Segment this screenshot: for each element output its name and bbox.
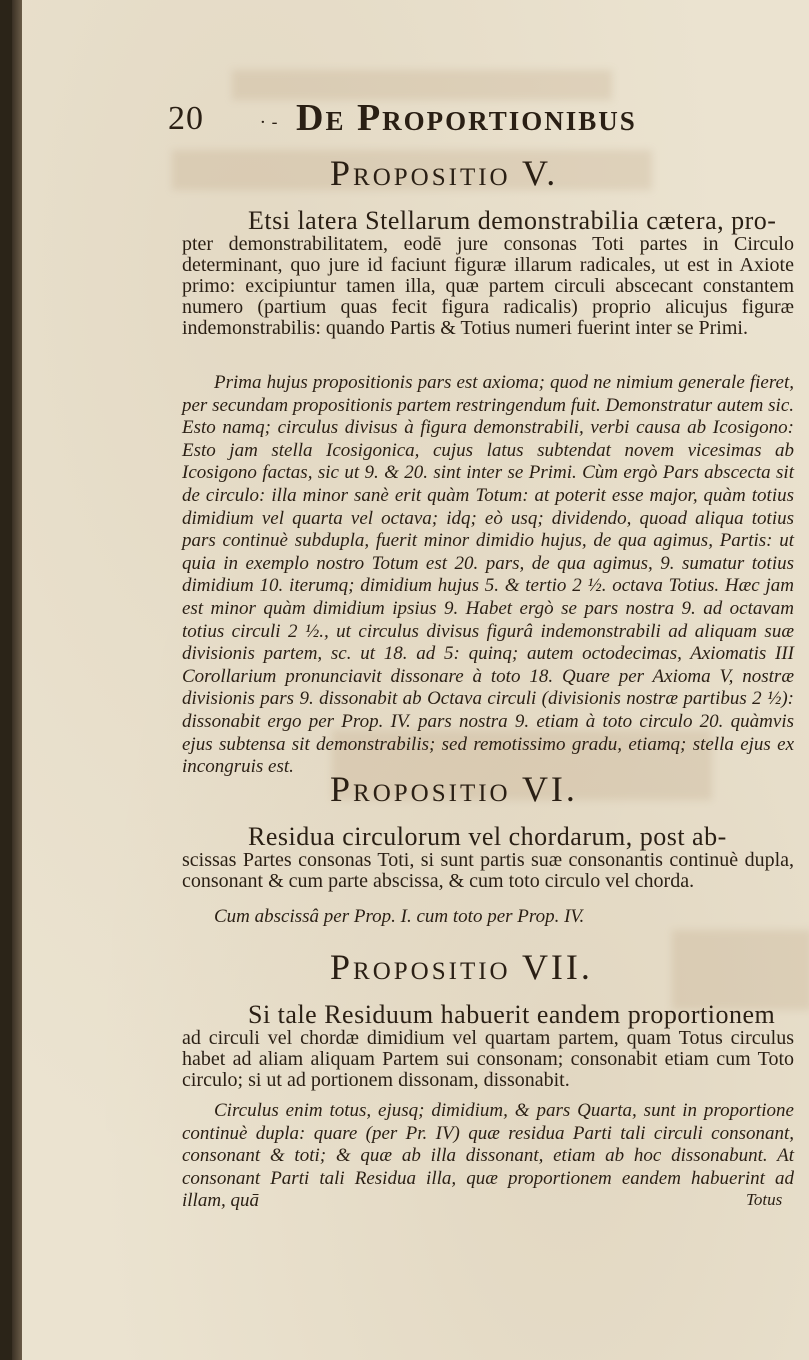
proposition-6-commentary: Cum abscissâ per Prop. I. cum toto per Prop. IV. — [214, 906, 585, 927]
page-number: 20 — [168, 100, 204, 137]
proposition-5-heading: Propositio V. — [330, 153, 559, 193]
proposition-7-body: ad circuli vel chordæ dimidium vel quartam partem, quam Totus circulus habet ad aliam aliquam Partem sui consonam; consonabit etiam cum Toto circulo; si ut ad portionem dissonam, dissonabit. — [182, 1027, 794, 1091]
proposition-6-text — [182, 822, 794, 892]
proposition-5-lead: Etsi latera Stellarum demonstrabilia cætera, pro- — [248, 206, 777, 235]
proposition-5-commentary: Prima hujus propositionis pars est axioma; quod ne nimium generale fieret, per secundam propositionis partem restringendum fuit. Demonstratur autem sic. Esto namq; circulus divisus à figura demonstrabili, verbi causa ab Icosigono: Esto jam stella Icosigonica, cujus latus subtendat novem vicesimas ab Icosigono factas, sic ut 9. & 20. sint inter se Primi. Cùm ergò Pars abscecta sit de circulo: illa minor sanè erit quàm Totum: at poterit esse major, quàm totius dimidium vel quarta vel octava; idq; eò usq; dividendo, quoad aliqua totius pars continuè subdupla, fuerit minor dimidio hujus, de qua agimus, Partis: ut quia in exemplo nostro Totum est 20. pars, de qua agimus, 9. sumatur totius dimidium 10. iterumq; dimidium hujus 5. & tertio 2 ½. octava Totius. Hæc jam est minor quàm dimidium ipsius 9. Habet ergò se pars nostra 9. ad octavam totius circuli 2 ½., ut circulus divisus figurâ indemonstrabili ad aliquam suæ divisionis partem, sc. ut 18. ad 5: quinq; autem octodecimas, Axiomatis III Corollarium pronunciavit dissonare à toto 18. Quare per Axioma V, nostræ divisionis pars 9. dissonabit ab Octava circuli (divisionis nostræ partibus 2 ½): dissonabit ergo per Prop. IV. pars nostra 9. etiam à toto circulo 20. quàmvis ejus subtensa sit demonstrabilis; sed remotissimo gradu, etiamq; stella ejus ex incongruis est. — [182, 372, 794, 778]
running-title: De Proportionibus — [296, 97, 637, 139]
proposition-7-text — [182, 1000, 794, 1091]
bleed-through-stain — [672, 930, 809, 1010]
page-gutter-edge — [12, 0, 22, 1360]
catchword: Totus — [746, 1190, 783, 1209]
book-page — [12, 0, 809, 1360]
proposition-6-lead: Residua circulorum vel chordarum, post ab- — [248, 822, 727, 851]
proposition-6-body: scissas Partes consonas Toti, si sunt partis suæ consonantis continuè dupla, consonant & cum parte abscissa, & cum toto circulo vel chorda. — [182, 849, 794, 892]
ornament-dash: · - — [260, 112, 278, 133]
proposition-7-heading: Propositio VII. — [330, 947, 593, 987]
proposition-6-heading: Propositio VI. — [330, 769, 578, 809]
running-head — [168, 92, 728, 142]
proposition-5-body: pter demonstrabilitatem, eodē jure consonas Toti partes in Circulo determinant, quo jure id faciunt figuræ illarum radicales, ut est in Axiote primo: excipiuntur tamen illa, quæ partem circuli abscecant constantem numero (partium quas fecit figura radicalis) proprio alicujus figuræ indemonstrabilis: quando Partis & Totius numeri fuerint inter se Primi. — [182, 233, 794, 339]
proposition-7-commentary: Circulus enim totus, ejusq; dimidium, & pars Quarta, sunt in proportione continuè dupla: quare (per Pr. IV) quæ residua Parti tali circuli consonant, consonant & toti; & quæ ab illa dissonant, etiam ab hoc dissonabunt. At consonant Parti tali Residua illa, quæ proportionem eandem habuerint ad illam, quā — [182, 1100, 794, 1212]
proposition-7-lead: Si tale Residuum habuerit eandem proportionem — [248, 1000, 776, 1029]
proposition-5-text — [182, 206, 794, 339]
